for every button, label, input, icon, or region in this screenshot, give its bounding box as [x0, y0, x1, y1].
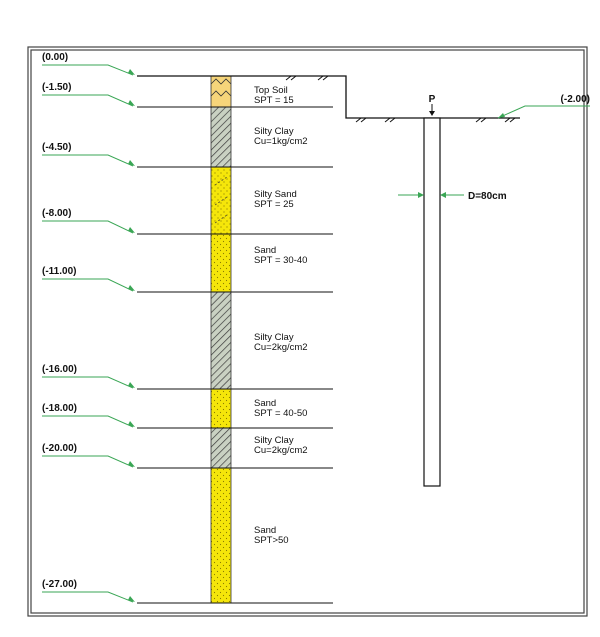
soil-property: SPT = 15 — [254, 95, 294, 106]
pile-load-label: P — [428, 94, 436, 105]
soil-property: SPT = 30-40 — [254, 255, 308, 266]
elevation-label: (-27.00) — [42, 579, 78, 590]
elevation-leader — [42, 65, 133, 75]
elevation-leader — [42, 221, 133, 233]
soil-property: Cu=2kg/cm2 — [254, 445, 308, 456]
soil-name: Top Soil — [254, 85, 288, 96]
borehole-layer-8 — [211, 468, 231, 603]
soil-property: SPT>50 — [254, 535, 289, 546]
elevation-leader — [42, 592, 133, 602]
ground-surface — [137, 76, 520, 122]
borehole-layer-2 — [211, 107, 231, 167]
diameter-arrow-right-icon — [440, 192, 446, 198]
load-arrow-icon — [429, 111, 435, 116]
soil-property: Cu=1kg/cm2 — [254, 136, 308, 147]
borehole-layer-6 — [211, 389, 231, 428]
soil-descriptions — [254, 85, 308, 546]
pile-diameter-label: D=80cm — [468, 191, 507, 202]
soil-name: Silty Clay — [254, 435, 294, 446]
elevation-label: (0.00) — [42, 52, 69, 63]
elevation-labels — [42, 52, 135, 602]
soil-name: Silty Clay — [254, 126, 294, 137]
elevation-label: (-1.50) — [42, 82, 72, 93]
borehole-layer-4 — [211, 234, 231, 292]
elevation-label: (-4.50) — [42, 142, 72, 153]
elevation-label: (-11.00) — [42, 266, 77, 277]
elevation-label: (-8.00) — [42, 208, 72, 219]
diameter-arrow-left-icon — [418, 192, 424, 198]
soil-name: Sand — [254, 525, 277, 536]
elevation-leader — [42, 95, 133, 106]
soil-description — [254, 398, 307, 419]
soil-description — [254, 189, 297, 210]
elevation-leader — [42, 416, 133, 427]
outer-frame — [28, 47, 587, 616]
pile-shaft — [424, 118, 440, 486]
elevation-label: (-16.00) — [42, 364, 78, 375]
soil-name: Silty Clay — [254, 332, 294, 343]
soil-property: Cu=2kg/cm2 — [254, 342, 308, 353]
elevation-label: (-20.00) — [42, 443, 78, 454]
elevation-leader — [42, 279, 133, 291]
soil-description — [254, 525, 289, 546]
elevation-leader — [42, 155, 133, 166]
soil-description — [254, 435, 308, 456]
soil-name: Sand — [254, 245, 277, 256]
pile-cutoff-label: (-2.00) — [560, 94, 590, 105]
inner-frame — [31, 50, 584, 613]
borehole-layer-5 — [211, 292, 231, 389]
layer-boundaries — [137, 76, 333, 603]
soil-description — [254, 126, 308, 147]
soil-name: Silty Sand — [254, 189, 297, 200]
borehole-layer-7 — [211, 428, 231, 468]
elevation-leader — [42, 377, 133, 388]
borehole-layer-3 — [211, 167, 231, 234]
elevation-label: (-18.00) — [42, 403, 78, 414]
soil-property: SPT = 25 — [254, 199, 294, 210]
soil-property: SPT = 40-50 — [254, 408, 308, 419]
pile-cutoff-arrow-icon — [498, 113, 505, 118]
borehole-column — [211, 76, 231, 603]
soil-description — [254, 85, 294, 106]
ground-line — [137, 76, 520, 118]
elevation-leader — [42, 456, 133, 467]
ground-hatch — [286, 76, 515, 122]
pile — [398, 94, 590, 486]
soil-name: Sand — [254, 398, 277, 409]
soil-description — [254, 245, 307, 266]
pile-cutoff-leader — [498, 106, 590, 118]
soil-description — [254, 332, 308, 353]
